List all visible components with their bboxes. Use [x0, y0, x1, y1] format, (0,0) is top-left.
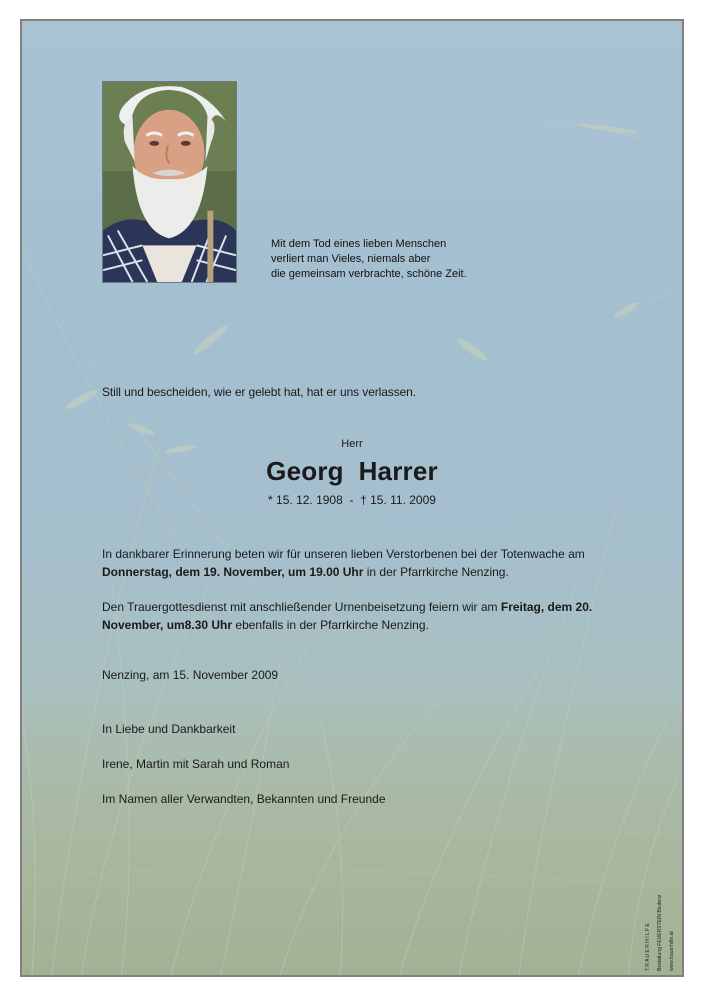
credit-line: T R A U E R H I L F E	[645, 923, 651, 971]
credit-line: Bestattung FEUERSTEIN Bludenz	[657, 894, 663, 971]
funeral-text: Den Trauergottesdienst mit anschließender Urnenbeisetzung feiern wir am	[102, 600, 501, 614]
parte-card	[20, 19, 684, 977]
intro-sentence: Still und bescheiden, wie er gelebt hat, hat er uns verlassen.	[102, 385, 416, 399]
wake-location: in der Pfarrkirche Nenzing.	[363, 565, 509, 579]
credit-line: www.trauerhilfe.at	[669, 931, 675, 971]
salutation: Herr	[341, 438, 363, 450]
place-date: Nenzing, am 15. November 2009	[102, 668, 279, 682]
quote-line: verliert man Vieles, niemals aber	[271, 253, 431, 265]
deceased-name	[22, 456, 682, 487]
wake-text: In dankbarer Erinnerung beten wir für unseren lieben Verstorbenen bei der Totenwache am	[102, 547, 585, 561]
funeral-announcement	[102, 598, 622, 634]
family-names: Irene, Martin mit Sarah und Roman	[102, 757, 290, 771]
memorial-quote	[271, 237, 467, 282]
portrait-photo	[102, 81, 237, 283]
wake-announcement	[102, 545, 622, 581]
life-dates-text: * 15. 12. 1908 - † 15. 11. 2009	[268, 493, 436, 507]
relatives-line: Im Namen aller Verwandten, Bekannten und Freunde	[102, 792, 386, 806]
deceased-name-text: Georg Harrer	[266, 456, 438, 486]
quote-line: Mit dem Tod eines lieben Menschen	[271, 238, 447, 250]
wake-datetime: Donnerstag, dem 19. November, um 19.00 Uhr	[102, 565, 364, 579]
closing-line: In Liebe und Dankbarkeit	[102, 722, 236, 736]
undertaker-credit	[645, 871, 684, 971]
quote-line: die gemeinsam verbrachte, schöne Zeit.	[271, 268, 467, 280]
funeral-location: ebenfalls in der Pfarrkirche Nenzing.	[232, 618, 429, 632]
life-dates	[22, 493, 682, 507]
funeral-datetime: Freitag, dem 20. November, um8.30 Uhr	[102, 600, 593, 632]
